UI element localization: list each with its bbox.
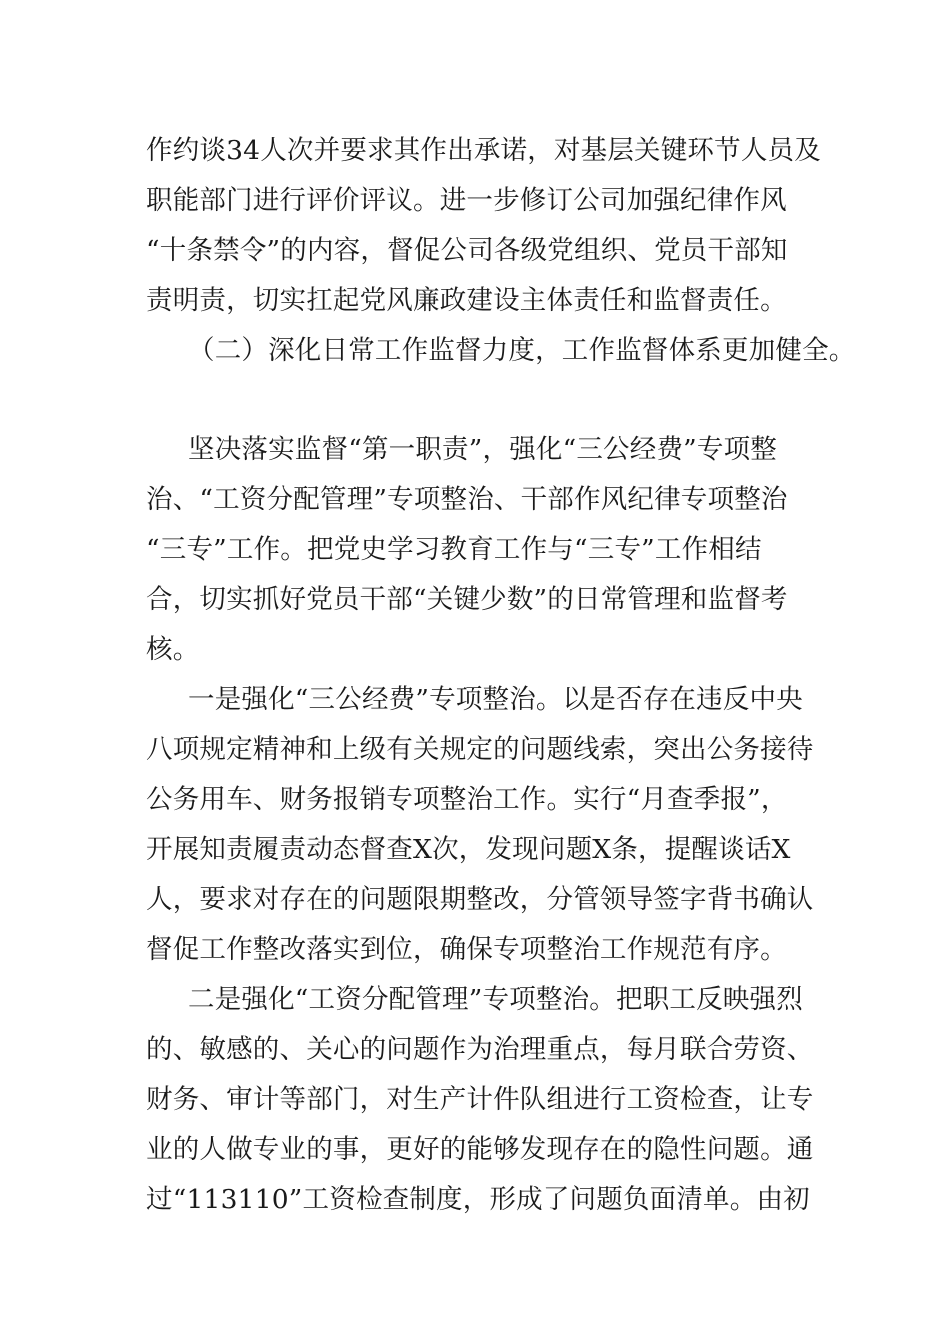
text-line: 核。 <box>146 634 200 665</box>
text-line: 开展知责履责动态督查X次，发现问题X条，提醒谈话X <box>146 834 791 865</box>
text-line: 坚决落实监督“第一职责”，强化“三公经费”专项整 <box>188 434 777 465</box>
text-line: “三专”工作。把党史学习教育工作与“三专”工作相结 <box>146 534 762 565</box>
text-line: 治、“工资分配管理”专项整治、干部作风纪律专项整治 <box>146 484 788 515</box>
text-line: 财务、审计等部门，对生产计件队组进行工资检查，让专 <box>146 1084 814 1115</box>
text-line: 业的人做专业的事，更好的能够发现存在的隐性问题。通 <box>146 1134 814 1165</box>
text-line: 一是强化“三公经费”专项整治。以是否存在违反中央 <box>188 684 803 715</box>
text-line: 责明责，切实扛起党风廉政建设主体责任和监督责任。 <box>146 285 787 316</box>
text-line: 的、敏感的、关心的问题作为治理重点，每月联合劳资、 <box>146 1034 814 1065</box>
text-line: 作约谈34人次并要求其作出承诺，对基层关键环节人员及 <box>146 135 821 166</box>
text-line: 八项规定精神和上级有关规定的问题线索，突出公务接待 <box>146 734 814 765</box>
section-heading: （二）深化日常工作监督力度，工作监督体系更加健全。 <box>188 335 856 366</box>
text-line: 合，切实抓好党员干部“关键少数”的日常管理和监督考 <box>146 584 788 615</box>
text-line: 二是强化“工资分配管理”专项整治。把职工反映强烈 <box>188 984 803 1015</box>
text-line: 公务用车、财务报销专项整治工作。实行“月查季报”， <box>146 784 788 815</box>
text-line: 过“113110”工资检查制度，形成了问题负面清单。由初 <box>146 1184 810 1215</box>
text-line: “十条禁令”的内容，督促公司各级党组织、党员干部知 <box>146 235 788 266</box>
text-line: 督促工作整改落实到位，确保专项整治工作规范有序。 <box>146 934 787 965</box>
text-line: 人，要求对存在的问题限期整改，分管领导签字背书确认 <box>146 884 814 915</box>
text-line: 职能部门进行评价评议。进一步修订公司加强纪律作风 <box>146 185 787 216</box>
